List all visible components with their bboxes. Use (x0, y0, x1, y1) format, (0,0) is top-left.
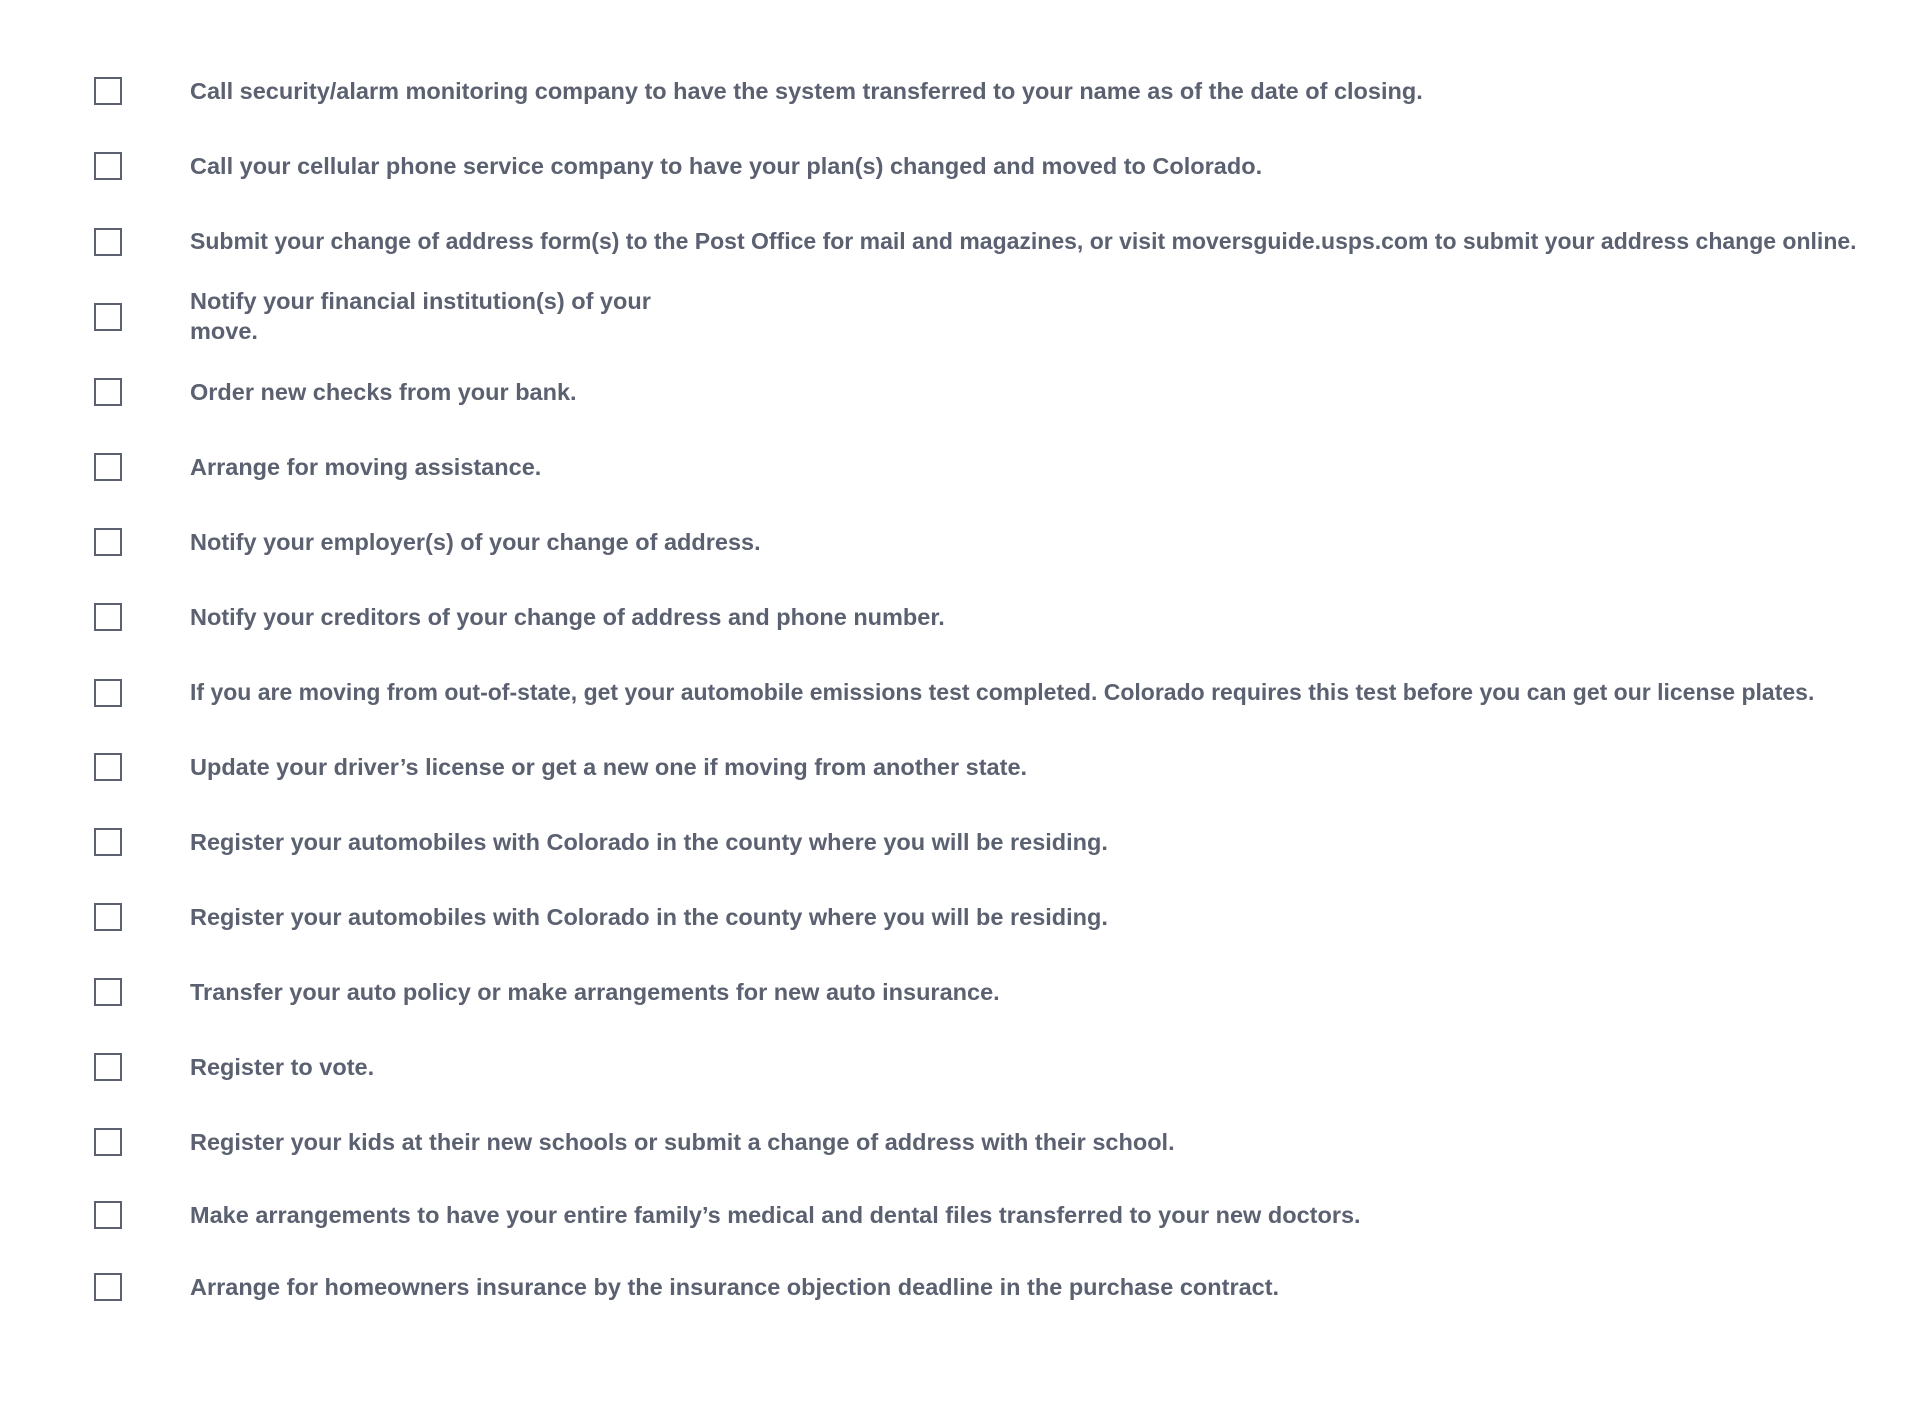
checklist-item-label: Call your cellular phone service company to have your plan(s) changed and moved to Colorado. (190, 153, 1263, 179)
checklist-item (0, 150, 1920, 254)
checklist-item (0, 676, 1920, 780)
checklist-item (0, 226, 1920, 344)
checklist-item (0, 451, 1920, 555)
checklist-item (0, 901, 1920, 1005)
checklist-item-label: Submit your change of address form(s) to the Post Office for mail and magazines, or visit moversguide.usps.com to submit your address change online. (190, 228, 1857, 254)
checklist-item-label: If you are moving from out-of-state, get your automobile emissions test completed. Colorado requires this test before you can get our license plates. (190, 679, 1815, 705)
checklist-item (0, 0, 1920, 104)
checklist-item (0, 976, 1920, 1080)
checklist-item (0, 301, 1920, 405)
checklist-item (0, 376, 1920, 480)
checklist-item (0, 1196, 1920, 1300)
checklist-item-label: Register your kids at their new schools or submit a change of address with their school. (190, 1129, 1175, 1155)
checklist-item (0, 601, 1920, 705)
checklist-item (0, 1124, 1920, 1228)
checklist-item (0, 75, 1920, 179)
checklist-item (0, 751, 1920, 855)
checklist-item-label: Notify your creditors of your change of address and phone number. (190, 604, 945, 630)
checklist-item-label: Arrange for homeowners insurance by the insurance objection deadline in the purchase contract. (190, 1274, 1280, 1300)
checklist-item-label: Order new checks from your bank. (190, 379, 577, 405)
checklist-item-label: Notify your financial institution(s) of your move. (190, 288, 651, 344)
checklist-item (0, 826, 1920, 930)
checklist-item-label: Make arrangements to have your entire family’s medical and dental files transferred to your new doctors. (190, 1202, 1361, 1228)
checklist-item (0, 1051, 1920, 1155)
checklist-item-label: Register to vote. (190, 1054, 375, 1080)
checklist-item-label: Call security/alarm monitoring company to have the system transferred to your name as of the date of closing. (190, 78, 1423, 104)
checklist-item-label: Update your driver’s license or get a new one if moving from another state. (190, 754, 1028, 780)
checklist-item-label: Transfer your auto policy or make arrangements for new auto insurance. (190, 979, 1000, 1005)
checklist-item-label: Register your automobiles with Colorado in the county where you will be residing. (190, 829, 1108, 855)
checklist-checkbox[interactable] (94, 1273, 122, 1301)
checklist-item-label: Arrange for moving assistance. (190, 454, 542, 480)
checklist-item (0, 526, 1920, 630)
checklist-item-label: Register your automobiles with Colorado in the county where you will be residing. (190, 904, 1108, 930)
checklist-item-label: Notify your employer(s) of your change of address. (190, 529, 761, 555)
